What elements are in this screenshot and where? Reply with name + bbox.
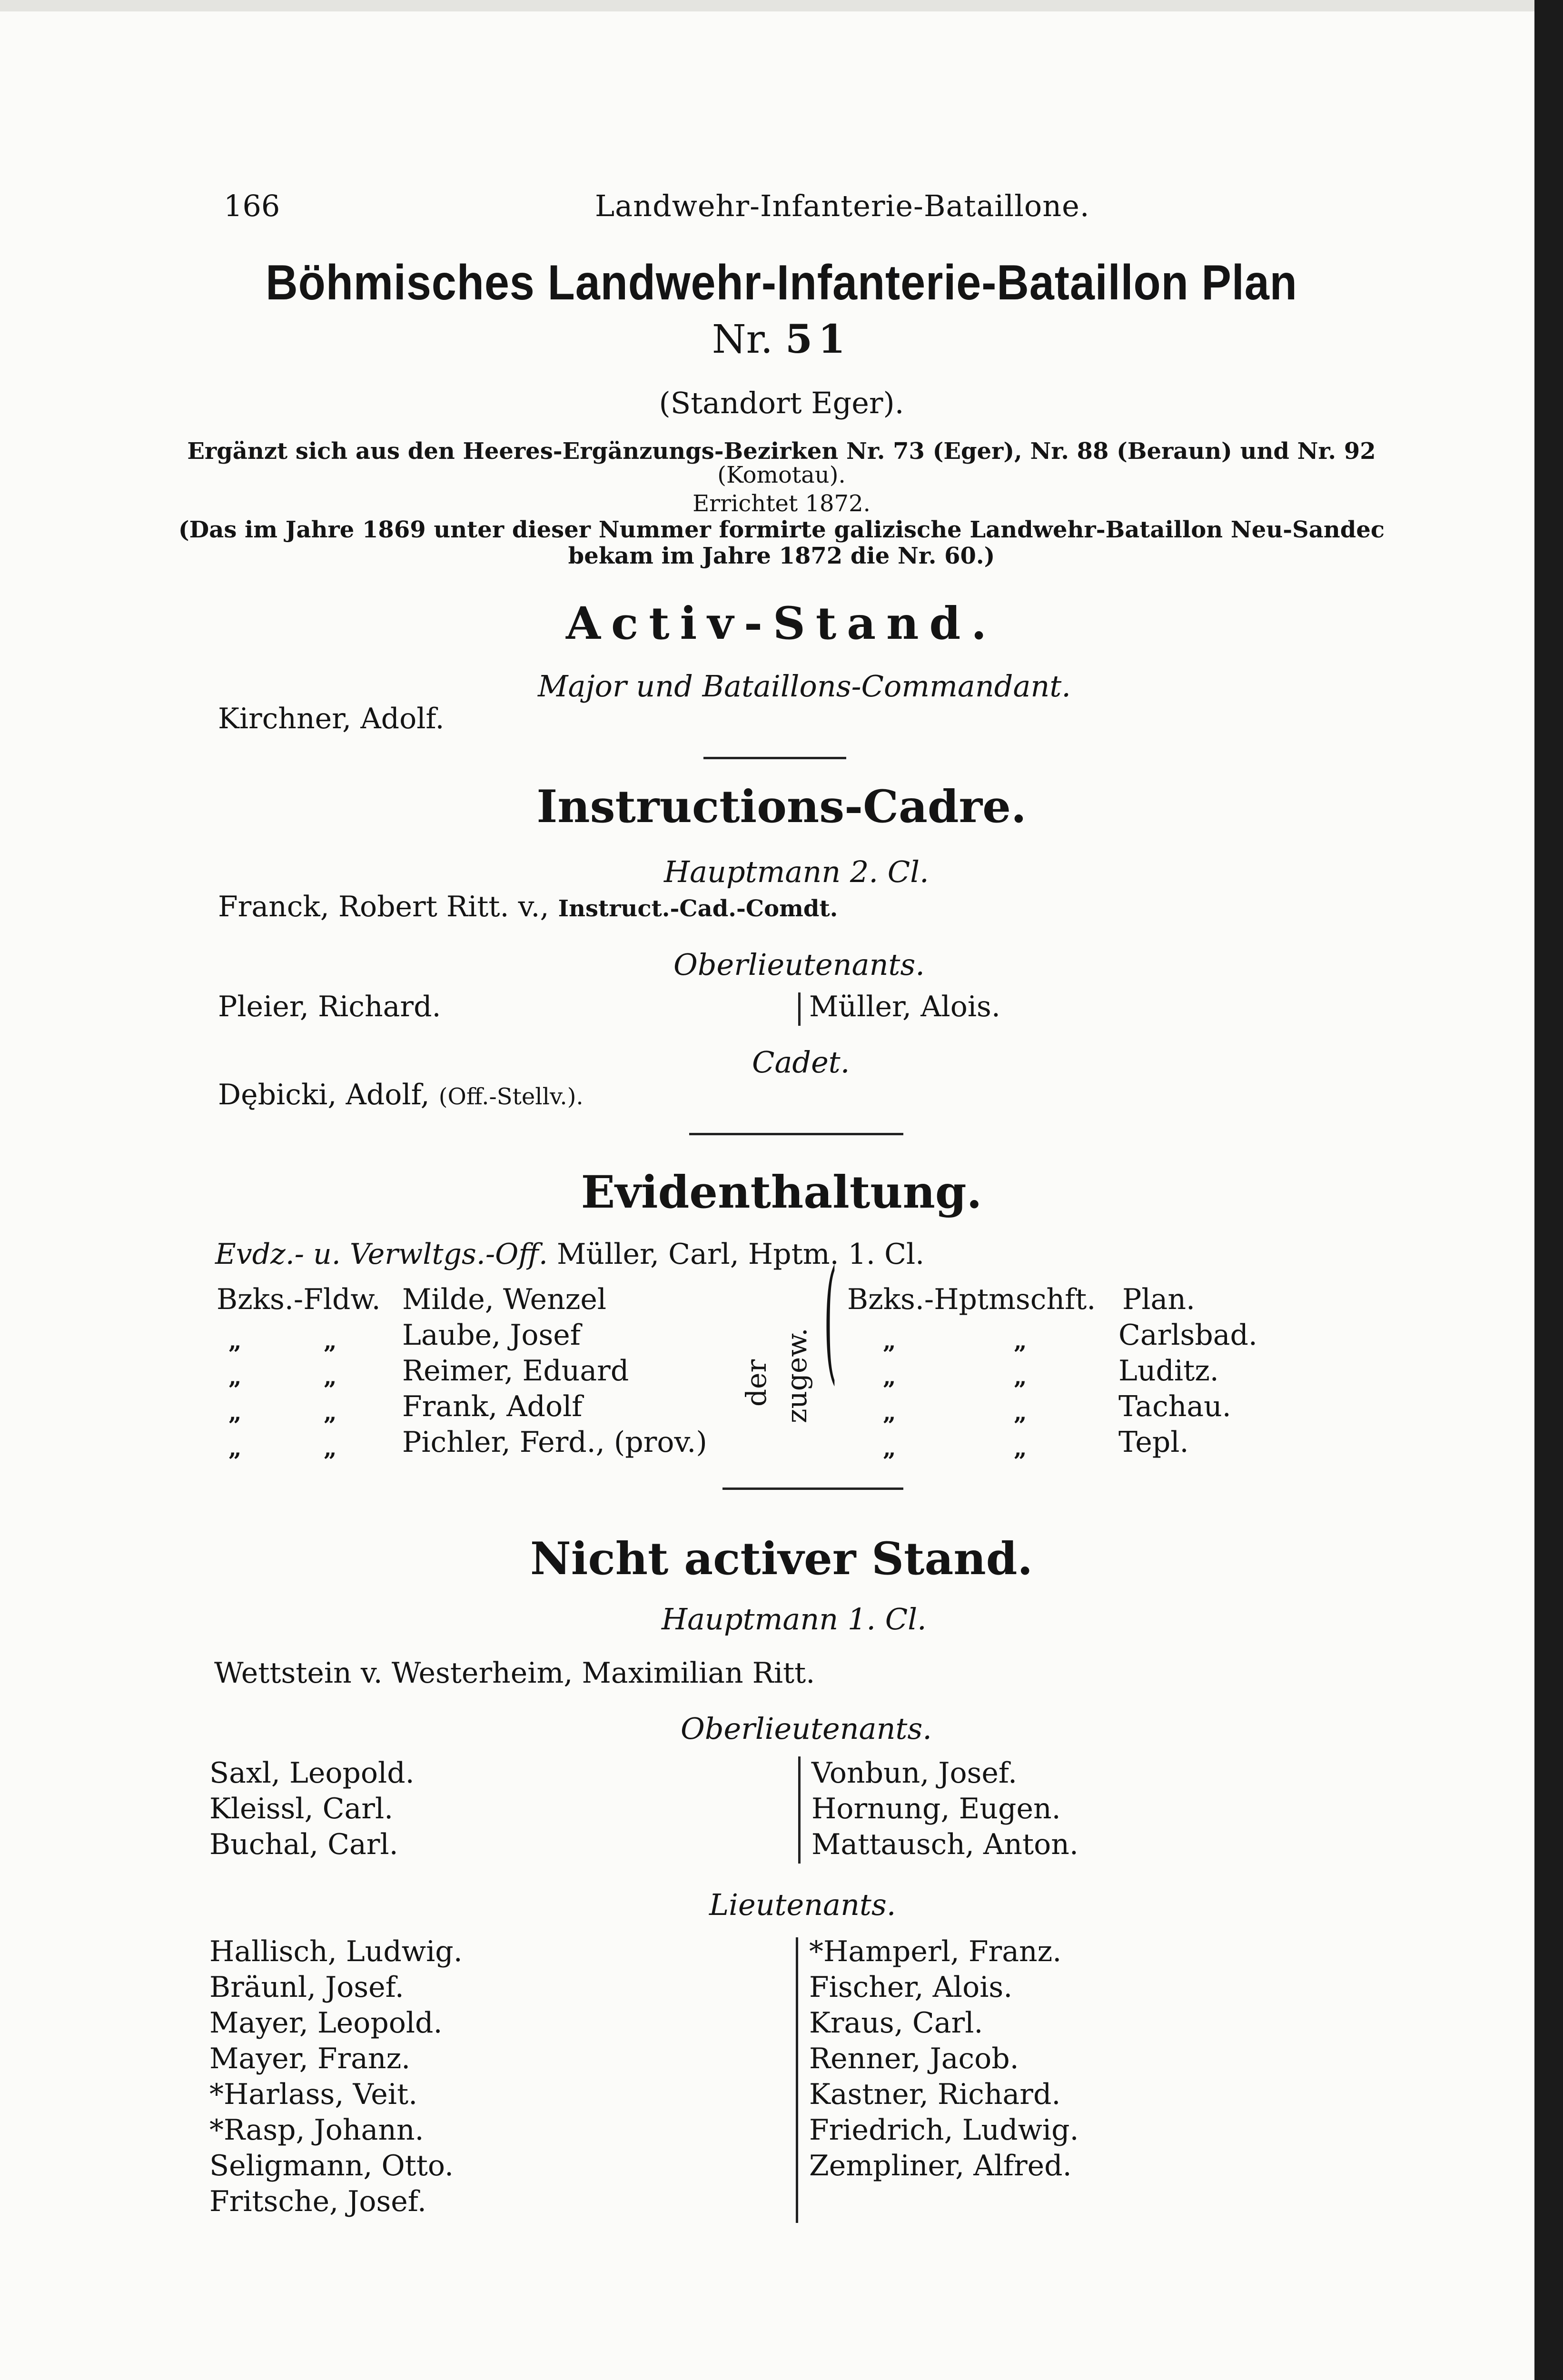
section-evidenthaltung: Evidenthaltung. xyxy=(581,1166,982,1219)
lt-left: Mayer, Franz. xyxy=(209,2042,411,2075)
name-pleier: Pleier, Richard. xyxy=(218,990,441,1023)
page-title: Böhmisches Landwehr-Infanterie-Bataillon Plan xyxy=(266,255,1297,310)
running-head: Landwehr-Infanterie-Bataillone. xyxy=(595,188,1090,223)
lt-left: Hallisch, Ludwig. xyxy=(209,1935,463,1968)
rank-hauptmann-2: Hauptmann 2. Cl. xyxy=(664,854,929,889)
column-divider xyxy=(798,992,801,1026)
lt-right: *Hamperl, Franz. xyxy=(809,1935,1062,1968)
evid-place: Tachau. xyxy=(1118,1390,1231,1423)
divider xyxy=(689,1133,903,1135)
ditto-mark: „ xyxy=(324,1435,337,1462)
rank-oberlieutenants: Oberlieutenants. xyxy=(681,1711,932,1746)
column-divider xyxy=(796,1937,798,2223)
evid-officer-rank: Evdz.- u. Verwltgs.-Off. xyxy=(215,1238,548,1271)
ditto-mark: „ xyxy=(883,1328,896,1355)
vertical-zugew: zugew. xyxy=(781,1328,813,1423)
ditto-mark: „ xyxy=(883,1435,896,1462)
info-line-1: Ergänzt sich aus den Heeres-Ergänzungs-Bezirken Nr. 73 (Eger), Nr. 88 (Beraun) und Nr. 92 xyxy=(187,438,1376,465)
info-line-3: Errichtet 1872. xyxy=(692,490,871,517)
lt-left: *Harlass, Veit. xyxy=(209,2078,418,2111)
evid-place: Carlsbad. xyxy=(1118,1319,1258,1352)
rank-cadet: Cadet. xyxy=(752,1045,850,1080)
ol-right: Hornung, Eugen. xyxy=(811,1792,1061,1825)
section-activ-stand: Activ-Stand. xyxy=(566,597,997,650)
ol-left: Saxl, Leopold. xyxy=(209,1756,415,1790)
battalion-number xyxy=(0,317,1563,362)
evid-name: Reimer, Eduard xyxy=(402,1354,629,1388)
divider xyxy=(722,1488,903,1490)
lt-left: Fritsche, Josef. xyxy=(209,2185,426,2218)
page-number: 166 xyxy=(224,188,280,223)
debicki-name: Dębicki, Adolf, xyxy=(218,1078,430,1111)
evid-officer-name: Müller, Carl, Hptm. 1. Cl. xyxy=(556,1238,925,1271)
section-instructions-cadre: Instructions-Cadre. xyxy=(536,781,1027,833)
lt-left: Mayer, Leopold. xyxy=(209,2006,443,2040)
evid-place: Luditz. xyxy=(1118,1354,1219,1388)
ol-right: Vonbun, Josef. xyxy=(811,1756,1018,1790)
name-franck xyxy=(218,890,838,923)
debicki-note: (Off.-Stellv.). xyxy=(438,1083,584,1110)
lt-right: Kastner, Richard. xyxy=(809,2078,1061,2111)
column-divider xyxy=(798,1756,801,1864)
lt-right: Renner, Jacob. xyxy=(809,2042,1019,2075)
ditto-mark: „ xyxy=(228,1399,242,1426)
lt-right: Zempliner, Alfred. xyxy=(809,2149,1072,2182)
evid-place: Plan. xyxy=(1122,1283,1196,1316)
name-mueller-alois: Müller, Alois. xyxy=(809,990,1000,1023)
lt-left: *Rasp, Johann. xyxy=(209,2113,424,2147)
ditto-mark: „ xyxy=(228,1435,242,1462)
lt-left: Bräunl, Josef. xyxy=(209,1971,404,2004)
evid-name: Frank, Adolf xyxy=(402,1390,583,1423)
nr-prefix: Nr. xyxy=(712,317,773,362)
franck-name: Franck, Robert Ritt. v., xyxy=(218,890,549,923)
ditto-mark: „ xyxy=(324,1364,337,1390)
evid-name: Pichler, Ferd., (prov.) xyxy=(402,1426,707,1459)
ditto-mark: „ xyxy=(883,1399,896,1426)
divider xyxy=(703,757,846,759)
ditto-mark: „ xyxy=(324,1399,337,1426)
rank-lieutenants: Lieutenants. xyxy=(709,1887,896,1922)
bzks-fldw-label: Bzks.-Fldw. xyxy=(217,1283,381,1316)
name-wettstein: Wettstein v. Westerheim, Maximilian Ritt. xyxy=(214,1656,815,1690)
lt-right: Friedrich, Ludwig. xyxy=(809,2113,1079,2147)
ol-right: Mattausch, Anton. xyxy=(811,1828,1078,1861)
section-nicht-activer-stand: Nicht activer Stand. xyxy=(530,1533,1033,1585)
bzks-hptmschft-label: Bzks.-Hptmschft. xyxy=(847,1283,1096,1316)
nr-value: 51 xyxy=(785,317,851,362)
ditto-mark: „ xyxy=(228,1328,242,1355)
lt-left: Seligmann, Otto. xyxy=(209,2149,454,2182)
evid-officer xyxy=(215,1238,924,1271)
lt-right: Kraus, Carl. xyxy=(809,2006,983,2040)
ditto-mark: „ xyxy=(883,1364,896,1390)
info-line-5: bekam im Jahre 1872 die Nr. 60.) xyxy=(568,543,995,569)
name-kirchner: Kirchner, Adolf. xyxy=(218,702,445,735)
ditto-mark: „ xyxy=(228,1364,242,1390)
ol-left: Kleissl, Carl. xyxy=(209,1792,394,1825)
rank-major: Major und Bataillons-Commandant. xyxy=(538,669,1071,704)
evid-place: Tepl. xyxy=(1118,1426,1189,1459)
name-debicki xyxy=(218,1078,584,1111)
info-line-4: (Das im Jahre 1869 unter dieser Nummer formirte galizische Landwehr-Bataillon Neu-Sandec xyxy=(178,516,1385,543)
evid-name: Milde, Wenzel xyxy=(402,1283,607,1316)
brace: ( xyxy=(823,1242,837,1398)
evid-name: Laube, Josef xyxy=(402,1319,581,1352)
scan-top-edge xyxy=(0,0,1563,11)
vertical-der: der xyxy=(740,1359,772,1407)
lt-right: Fischer, Alois. xyxy=(809,1971,1013,2004)
ditto-mark: „ xyxy=(1014,1435,1027,1462)
ol-left: Buchal, Carl. xyxy=(209,1828,398,1861)
rank-hauptmann-1: Hauptmann 1. Cl. xyxy=(662,1602,927,1636)
info-line-2: (Komotau). xyxy=(717,462,846,488)
ditto-mark: „ xyxy=(1014,1328,1027,1355)
franck-note: Instruct.-Cad.-Comdt. xyxy=(558,895,838,922)
ditto-mark: „ xyxy=(324,1328,337,1355)
ditto-mark: „ xyxy=(1014,1399,1027,1426)
rank-oberlieutenants: Oberlieutenants. xyxy=(673,947,925,982)
ditto-mark: „ xyxy=(1014,1364,1027,1390)
standort: (Standort Eger). xyxy=(659,386,904,420)
